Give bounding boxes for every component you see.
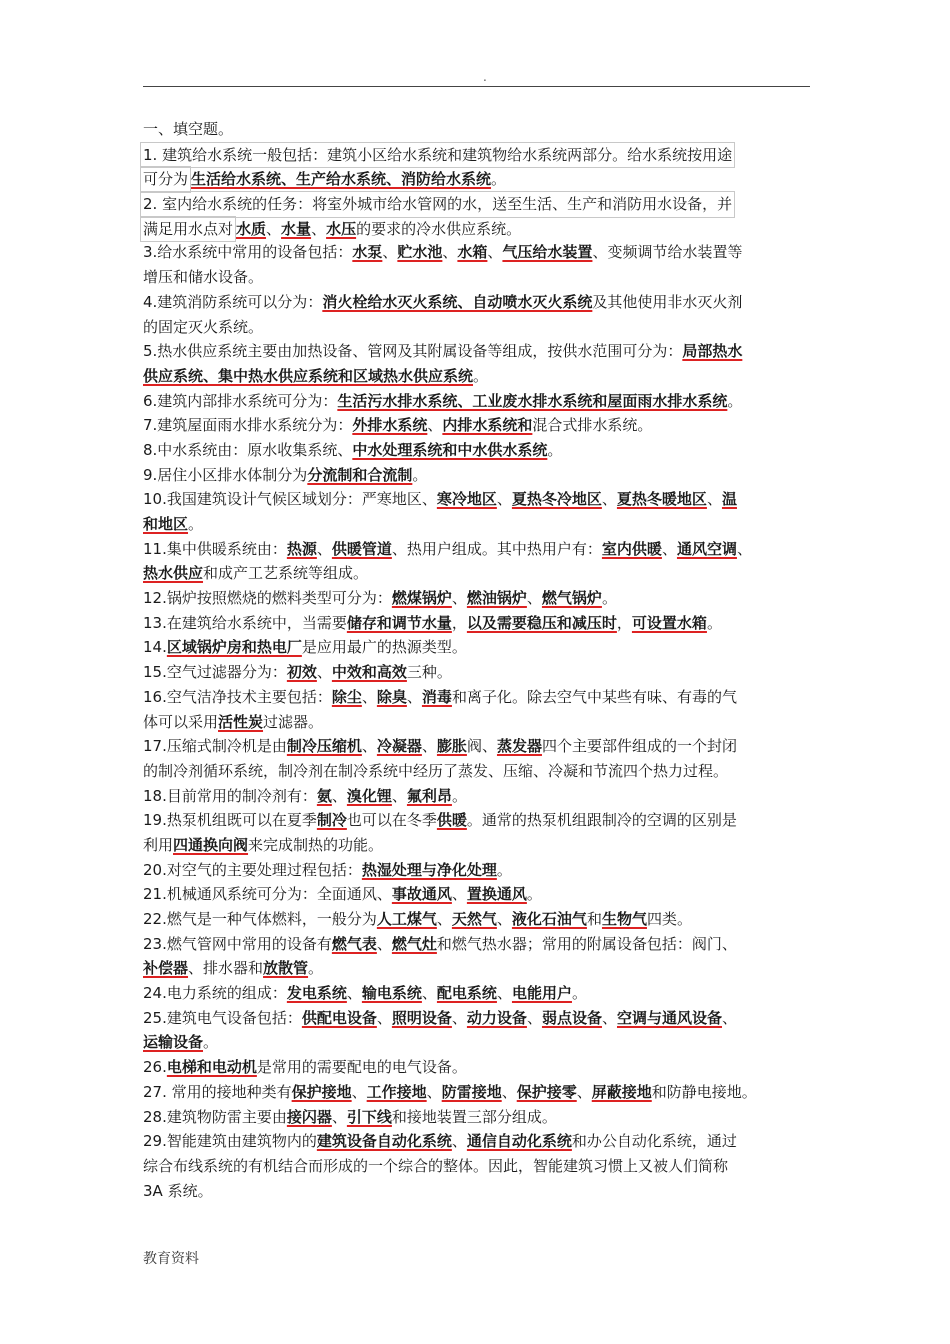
answer-keyword: 弱点设备: [541, 1008, 602, 1027]
line-text: 、: [331, 1107, 347, 1126]
answer-keyword: 供暖管道: [331, 539, 392, 558]
line-text: 、: [421, 984, 437, 1003]
line-text: 、: [406, 687, 422, 706]
boxed-text: 满足用水点对: [140, 216, 236, 243]
answer-keyword: 除尘: [331, 687, 362, 706]
line-text: 。: [706, 613, 722, 632]
line-text: 20.对空气的主要处理过程包括：: [143, 860, 362, 879]
line-text: 。: [601, 589, 617, 608]
line-text: 7.建筑屋面雨水排水系统分为：: [143, 416, 353, 435]
line-text: 、: [601, 1008, 617, 1027]
answer-keyword: 事故通风: [391, 885, 452, 904]
line-text: 18.目前常用的制冷剂有：: [143, 786, 317, 805]
answer-keyword: 供暖: [436, 811, 467, 830]
line-text: 、: [451, 589, 467, 608]
answer-keyword: 人工煤气: [376, 910, 437, 928]
line-text: 。: [571, 984, 587, 1003]
line-text: 。: [496, 860, 512, 879]
line-text: 、: [316, 663, 332, 682]
line-text: 。: [188, 515, 204, 533]
line-text: 、: [487, 243, 503, 262]
line-text: 、: [382, 243, 398, 262]
line-text: 和防静电接地。: [651, 1082, 757, 1101]
answer-keyword: 贮水池: [397, 243, 443, 262]
line-text: 、热用户组成。其中热用户有：: [391, 539, 602, 558]
line-text: 4.建筑消防系统可以分为：: [143, 292, 323, 311]
answer-keyword: 放散管: [263, 959, 309, 978]
text-line: [143, 166, 810, 191]
line-text: 12.锅炉按照燃烧的燃料类型可分为：: [143, 589, 392, 608]
line-text: 、: [496, 910, 512, 928]
line-text: 、: [346, 984, 362, 1003]
answer-keyword: 空调与通风设备: [616, 1008, 722, 1027]
line-text: 。: [547, 440, 563, 459]
boxed-text: 可分为: [140, 166, 191, 193]
text-line: [143, 1030, 810, 1055]
answer-keyword: 供应系统、集中热水供应系统和区域热水供应系统: [143, 366, 474, 385]
text-line: [143, 1179, 810, 1204]
text-line: [143, 413, 810, 438]
line-text: 、: [426, 1082, 442, 1101]
line-text: 、: [496, 984, 512, 1003]
answer-keyword: 生活给水系统、生产给水系统、消防给水系统: [191, 170, 492, 189]
answer-keyword: 保护接零: [516, 1082, 577, 1101]
answer-keyword: 分流制和合流制: [307, 465, 413, 484]
answer-keyword: 中效和高效: [331, 663, 407, 682]
line-text: 、: [361, 687, 377, 706]
line-text: 、: [526, 1008, 542, 1027]
line-text: 5.热水供应系统主要由加热设备、管网及其附属设备等组成，按供水范围可分为：: [143, 342, 683, 361]
text-line: [143, 1006, 810, 1031]
answer-keyword: 燃煤锅炉: [391, 589, 452, 608]
line-text: 、: [421, 737, 437, 756]
line-text: 。: [203, 1033, 219, 1052]
answer-keyword: 电梯和电动机: [166, 1058, 257, 1077]
text-line: [143, 956, 810, 981]
answer-keyword: 水压: [326, 219, 357, 238]
answer-keyword: 溴化锂: [346, 786, 392, 805]
text-line: [143, 882, 810, 907]
answer-keyword: 供配电设备: [301, 1008, 377, 1027]
answer-keyword: 天然气: [451, 910, 497, 928]
line-text: 6.建筑内部排水系统可分为：: [143, 391, 338, 410]
answer-keyword: 中水处理系统和中水供水系统: [352, 440, 548, 459]
text-line: [143, 290, 810, 315]
line-text: 体可以采用: [143, 712, 219, 731]
text-line: [143, 784, 810, 809]
line-text: 14.: [143, 638, 167, 657]
line-text: 11.集中供暖系统由：: [143, 539, 287, 558]
line-text: 3.给水系统中常用的设备包括：: [143, 243, 353, 262]
answer-keyword: 热源: [286, 539, 317, 558]
line-text: 23.燃气管网中常用的设备有: [143, 934, 332, 953]
line-text: 及其他使用非水灭火剂: [592, 292, 743, 311]
answer-keyword: 寒冷地区: [436, 490, 497, 509]
answer-keyword: 通信自动化系统: [466, 1132, 572, 1151]
answer-keyword: 运输设备: [143, 1033, 204, 1052]
answer-keyword: 内排水系统和: [442, 416, 533, 435]
text-line: [143, 858, 810, 883]
answer-keyword: 生活污水排水系统、工业废水排水系统和屋面雨水排水系统: [337, 391, 728, 410]
text-line: [143, 1154, 810, 1179]
text-line: [143, 685, 810, 710]
line-text: 来完成制热的功能。: [248, 835, 384, 854]
line-text: 、: [451, 1008, 467, 1027]
answer-keyword: 消毒: [421, 687, 452, 706]
text-line: [143, 981, 810, 1006]
line-text: 、: [601, 490, 617, 509]
text-line: [143, 315, 810, 340]
line-text: 、: [316, 539, 332, 558]
answer-keyword: 水泵: [352, 243, 383, 262]
line-text: 和离子化。除去空气中某些有味、有毒的气: [451, 687, 737, 706]
boxed-text: 1. 建筑给水系统一般包括：建筑小区给水系统和建筑物给水系统两部分。给水系统按用途: [140, 142, 735, 169]
line-text: 。: [727, 391, 743, 410]
text-line: [143, 438, 810, 463]
answer-keyword: 燃油锅炉: [466, 589, 527, 608]
line-text: 、变频调节给水装置等: [592, 243, 743, 262]
answer-keyword: 夏热冬暖地区: [616, 490, 707, 509]
line-text: ，: [616, 613, 632, 632]
text-line: [143, 833, 810, 858]
text-line: [143, 561, 810, 586]
line-text: 和办公自动化系统，通过: [571, 1132, 737, 1151]
answer-keyword: 热湿处理与净化处理: [361, 860, 497, 879]
line-text: 。: [526, 885, 542, 904]
text-line: [143, 586, 810, 611]
answer-keyword: 生物气: [601, 910, 647, 928]
answer-keyword: 气压给水装置: [502, 243, 593, 262]
answer-keyword: 燃气锅炉: [541, 589, 602, 608]
answer-keyword: 燃气表: [331, 934, 377, 953]
line-text: 17.压缩式制冷机是由: [143, 737, 287, 756]
text-line: [143, 1055, 810, 1080]
line-text: 8.中水系统由：原水收集系统、: [143, 440, 353, 459]
line-text: 26.: [143, 1058, 167, 1077]
text-line: [143, 635, 810, 660]
answer-keyword: 保护接地: [291, 1082, 352, 1101]
line-text: ，: [451, 613, 467, 632]
line-text: 利用: [143, 835, 174, 854]
line-text: 16.空气洁净技术主要包括：: [143, 687, 332, 706]
answer-keyword: 蒸发器: [496, 737, 542, 756]
answer-keyword: 室内供暖: [601, 539, 662, 558]
line-text: 也可以在冬季: [346, 811, 437, 830]
line-text: 、: [427, 416, 443, 435]
line-text: 3A 系统。: [143, 1181, 213, 1200]
answer-keyword: 燃气灶: [391, 934, 437, 953]
answer-keyword: 区域锅炉房和热电厂: [166, 638, 302, 657]
line-text: 、: [501, 1082, 517, 1101]
line-text: 过滤器。: [263, 712, 324, 731]
text-line: [143, 710, 810, 735]
answer-keyword: 除臭: [376, 687, 407, 706]
line-text: 的固定灭火系统。: [143, 317, 264, 336]
answer-keyword: 接闪器: [286, 1107, 332, 1126]
answer-keyword: 工作接地: [366, 1082, 427, 1101]
answer-keyword: 水量: [281, 219, 312, 238]
line-text: 。: [308, 959, 324, 978]
line-text: 四类。: [646, 910, 692, 928]
line-text: 、: [576, 1082, 592, 1101]
answer-keyword: 发电系统: [286, 984, 347, 1003]
line-text: 、: [376, 934, 392, 953]
line-text: 是常用的需要配电的电气设备。: [256, 1058, 467, 1077]
answer-keyword: 补偿器: [143, 959, 189, 978]
text-line: [143, 537, 810, 562]
answer-keyword: 水箱: [457, 243, 488, 262]
line-text: 的要求的冷水供应系统。: [356, 219, 522, 238]
answer-keyword: 膨胀: [436, 737, 467, 756]
text-line: [143, 1080, 810, 1105]
answer-keyword: 水质: [236, 219, 267, 238]
answer-keyword: 温: [721, 490, 737, 509]
answer-keyword: 引下线: [346, 1107, 392, 1126]
line-text: 和成产工艺系统等组成。: [203, 564, 369, 583]
answer-keyword: 液化石油气: [511, 910, 587, 928]
line-text: 、: [311, 219, 327, 238]
answer-keyword: 以及需要稳压和减压时: [466, 613, 617, 632]
line-text: 、: [526, 589, 542, 608]
line-text: 21.机械通风系统可分为：全面通风、: [143, 885, 392, 904]
line-text: 19.热泵机组既可以在夏季: [143, 811, 317, 830]
text-line: [143, 932, 810, 957]
answer-keyword: 氨: [316, 786, 332, 805]
answer-keyword: 配电系统: [436, 984, 497, 1003]
line-text: 、: [706, 490, 722, 509]
line-text: 、: [436, 910, 452, 928]
text-line: [143, 265, 810, 290]
text-line: [143, 142, 810, 167]
text-line: [143, 808, 810, 833]
line-text: 、: [331, 786, 347, 805]
answer-keyword: 通风空调: [676, 539, 737, 558]
answer-keyword: 氟利昂: [406, 786, 452, 805]
text-line: [143, 364, 810, 389]
line-text: 、: [351, 1082, 367, 1101]
line-text: 、: [376, 1008, 392, 1027]
line-text: 和: [586, 910, 602, 928]
line-text: 综合布线系统的有机结合而形成的一个综合的整体。因此，智能建筑习惯上又被人们简称: [143, 1156, 729, 1175]
answer-keyword: 电能用户: [511, 984, 572, 1003]
line-text: 、: [451, 1132, 467, 1151]
text-line: [143, 463, 810, 488]
answer-keyword: 冷凝器: [376, 737, 422, 756]
answer-keyword: 屏蔽接地: [591, 1082, 652, 1101]
answer-keyword: 制冷压缩机: [286, 737, 362, 756]
answer-keyword: 外排水系统: [352, 416, 428, 435]
answer-keyword: 防雷接地: [441, 1082, 502, 1101]
line-text: 。: [451, 786, 467, 805]
line-text: 、: [442, 243, 458, 262]
line-text: 29.智能建筑由建筑物内的: [143, 1132, 317, 1151]
answer-keyword: 消火栓给水灭火系统、自动喷水灭火系统: [322, 292, 593, 311]
text-line: [143, 1105, 810, 1130]
line-text: 。: [412, 465, 428, 484]
line-text: 、: [661, 539, 677, 558]
answer-keyword: 和地区: [143, 515, 189, 533]
answer-keyword: 四通换向阀: [173, 835, 249, 854]
line-text: 、排水器和: [188, 959, 264, 978]
text-line: [143, 191, 810, 216]
answer-keyword: 局部热水: [682, 342, 743, 361]
line-text: 一、填空题。: [143, 120, 234, 138]
answer-keyword: 输电系统: [361, 984, 422, 1003]
text-line: [143, 734, 810, 759]
line-text: 、: [736, 539, 752, 558]
text-line: [143, 240, 810, 265]
text-line: [143, 1129, 810, 1154]
line-text: 的制冷剂循环系统，制冷剂在制冷系统中经历了蒸发、压缩、冷凝和节流四个热力过程。: [143, 761, 729, 780]
line-text: 三种。: [406, 663, 452, 682]
answer-keyword: 置换通风: [466, 885, 527, 904]
line-text: 22.燃气是一种气体燃料，一般分为: [143, 910, 377, 928]
answer-keyword: 动力设备: [466, 1008, 527, 1027]
line-text: 阀、: [466, 737, 497, 756]
header-rule: [143, 86, 810, 87]
line-text: 和接地装置三部分组成。: [391, 1107, 557, 1126]
text-line: [143, 611, 810, 636]
text-line: [143, 389, 810, 414]
answer-keyword: 夏热冬冷地区: [511, 490, 602, 509]
footer-label: 教育资料: [143, 1251, 199, 1267]
line-text: 。: [473, 366, 489, 385]
text-line: [143, 339, 810, 364]
line-text: 10.我国建筑设计气候区域划分：严寒地区、: [143, 490, 437, 509]
line-text: 、: [391, 786, 407, 805]
boxed-text: 2. 室内给水系统的任务：将室外城市给水管网的水，送至生活、生产和消防用水设备，并: [140, 191, 735, 218]
line-text: 24.电力系统的组成：: [143, 984, 287, 1003]
answer-keyword: 建筑设备自动化系统: [316, 1132, 452, 1151]
answer-keyword: 活性炭: [218, 712, 264, 731]
text-line: [143, 759, 810, 784]
document-body: [143, 117, 810, 1203]
text-line: [143, 660, 810, 685]
text-line: [143, 117, 810, 142]
line-text: 混合式排水系统。: [532, 416, 653, 435]
line-text: 13.在建筑给水系统中，当需要: [143, 613, 347, 632]
text-line: [143, 216, 810, 241]
line-text: 。: [491, 170, 507, 189]
answer-keyword: 制冷: [316, 811, 347, 830]
answer-keyword: 初效: [286, 663, 317, 682]
line-text: 15.空气过滤器分为：: [143, 663, 287, 682]
line-text: 是应用最广的热源类型。: [301, 638, 467, 657]
answer-keyword: 可设置水箱: [631, 613, 707, 632]
line-text: 、: [266, 219, 282, 238]
line-text: 、: [361, 737, 377, 756]
text-line: [143, 487, 810, 512]
line-text: 、: [722, 1008, 738, 1027]
line-text: 9.居住小区排水体制分为: [143, 465, 308, 484]
text-line: [143, 512, 810, 537]
line-text: 四个主要部件组成的一个封闭: [541, 737, 737, 756]
answer-keyword: 热水供应: [143, 564, 204, 583]
line-text: 。通常的热泵机组跟制冷的空调的区别是: [466, 811, 737, 830]
text-line: [143, 907, 810, 932]
line-text: 、: [496, 490, 512, 509]
line-text: 和燃气热水器；常用的附属设备包括：阀门、: [436, 934, 737, 953]
answer-keyword: 照明设备: [391, 1008, 452, 1027]
line-text: 增压和储水设备。: [143, 268, 264, 287]
line-text: 、: [451, 885, 467, 904]
line-text: 28.建筑物防雷主要由: [143, 1107, 287, 1126]
line-text: 27. 常用的接地种类有: [143, 1082, 292, 1101]
answer-keyword: 储存和调节水量: [346, 613, 452, 632]
header-mark: .: [483, 70, 487, 84]
line-text: 25.建筑电气设备包括：: [143, 1008, 302, 1027]
